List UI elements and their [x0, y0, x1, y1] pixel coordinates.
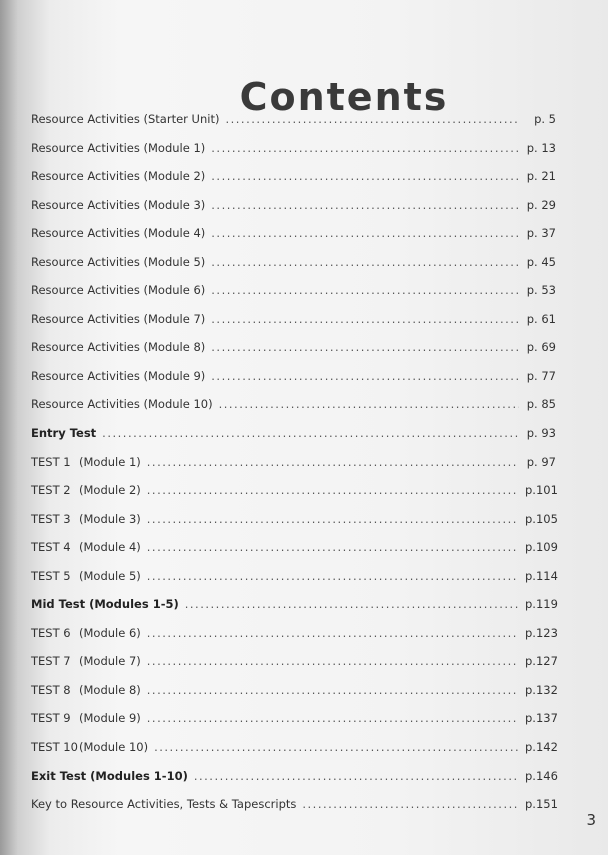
toc-entry — [31, 369, 556, 398]
dot-leader — [147, 683, 519, 697]
toc-entry-label: Resource Activities (Module 6) — [31, 283, 206, 298]
toc-entry-test — [31, 683, 556, 712]
toc-entry-page: p.127 — [525, 654, 558, 669]
toc-entry-page: p.132 — [525, 682, 558, 697]
toc-entry-page: p.105 — [525, 511, 558, 526]
toc-entry-mid-test — [31, 597, 556, 626]
dot-leader — [154, 740, 519, 754]
toc-entry-exit-test — [31, 769, 556, 798]
toc-entry-label: (Module 9) — [79, 711, 141, 726]
test-number: TEST 2 — [31, 483, 71, 498]
toc-entry-test — [31, 455, 556, 484]
toc-entry-label: Resource Activities (Module 4) — [31, 226, 206, 241]
dot-leader — [211, 255, 519, 269]
toc-entry-entry-test — [31, 426, 556, 455]
toc-entry-label: Resource Activities (Module 1) — [31, 140, 206, 155]
dot-leader — [147, 569, 519, 583]
dot-leader — [302, 797, 519, 811]
toc-entry-page: p.109 — [525, 540, 558, 555]
toc-entry-test — [31, 740, 556, 769]
toc-entry-label: (Module 1) — [79, 454, 141, 469]
toc-entry-test — [31, 512, 556, 541]
toc-entry-label: (Module 6) — [79, 625, 141, 640]
test-number: TEST 1 — [31, 454, 71, 469]
test-number: TEST 3 — [31, 511, 71, 526]
toc-entry-page: p. 97 — [526, 454, 556, 469]
toc-entry — [31, 169, 556, 198]
dot-leader — [211, 283, 519, 297]
dot-leader — [185, 597, 519, 611]
dot-leader — [147, 654, 519, 668]
toc-entry-label: Resource Activities (Module 10) — [31, 397, 213, 412]
dot-leader — [225, 112, 519, 126]
toc-entry-label: Entry Test — [31, 426, 97, 441]
toc-entry-test — [31, 654, 556, 683]
toc-entry-test — [31, 483, 556, 512]
toc-entry-page: p.123 — [525, 625, 558, 640]
toc-entry-page: p. 29 — [526, 197, 556, 212]
toc-entry-label: (Module 4) — [79, 540, 141, 555]
toc-entry — [31, 340, 556, 369]
toc-entry — [31, 198, 556, 227]
toc-entry-page: p. 21 — [526, 169, 556, 184]
test-number: TEST 9 — [31, 711, 71, 726]
toc-entry-label: Key to Resource Activities, Tests & Tapescripts — [31, 797, 297, 812]
dot-leader — [211, 198, 519, 212]
toc-entry-label: Resource Activities (Module 7) — [31, 311, 206, 326]
test-number: TEST 4 — [31, 540, 71, 555]
toc-entry-page: p. 69 — [526, 340, 556, 355]
toc-entry-page: p.114 — [525, 568, 558, 583]
toc-entry-label: Resource Activities (Module 5) — [31, 254, 206, 269]
toc-entry-label: (Module 2) — [79, 483, 141, 498]
toc-entry — [31, 283, 556, 312]
dot-leader — [194, 769, 519, 783]
toc-entry — [31, 312, 556, 341]
toc-entry-label: Resource Activities (Module 9) — [31, 368, 206, 383]
dot-leader — [211, 226, 519, 240]
toc-entry-page: p.151 — [525, 797, 558, 812]
toc-entry-page: p. 37 — [526, 226, 556, 241]
toc-entry-label: Resource Activities (Module 8) — [31, 340, 206, 355]
test-number: TEST 5 — [31, 568, 71, 583]
toc-entry-label: Resource Activities (Module 2) — [31, 169, 206, 184]
dot-leader — [219, 397, 519, 411]
page-title: Contents — [239, 75, 449, 120]
dot-leader — [211, 169, 519, 183]
page-number: 3 — [586, 811, 596, 829]
toc-entry — [31, 226, 556, 255]
toc-entry-label: Resource Activities (Starter Unit) — [31, 112, 220, 126]
toc-entry-label: (Module 3) — [79, 511, 141, 526]
toc-entry-page: p. 85 — [526, 397, 556, 412]
toc-entry-page: p.119 — [525, 597, 558, 612]
toc-entry-test — [31, 626, 556, 655]
toc-entry-test — [31, 711, 556, 740]
dot-leader — [102, 426, 519, 440]
dot-leader — [211, 312, 519, 326]
test-number: TEST 6 — [31, 625, 71, 640]
dot-leader — [211, 340, 519, 354]
toc-entry-label: Exit Test (Modules 1-10) — [31, 768, 188, 783]
toc-entry-label: (Module 5) — [79, 568, 141, 583]
toc-entry-test — [31, 569, 556, 598]
toc-entry-page: p. 53 — [526, 283, 556, 298]
test-number: TEST 8 — [31, 682, 71, 697]
toc-entry-label: (Module 7) — [79, 654, 141, 669]
toc-entry-page: p. 45 — [526, 254, 556, 269]
toc-entry-page: p. 13 — [526, 140, 556, 155]
toc-entry — [31, 112, 556, 141]
toc-entry-page: p.137 — [525, 711, 558, 726]
toc-entry-page: p. 61 — [526, 311, 556, 326]
toc-entry-page: p. 93 — [526, 426, 556, 441]
toc-entry-page: p.142 — [525, 740, 558, 755]
table-of-contents — [31, 112, 556, 826]
toc-entry — [31, 397, 556, 426]
toc-entry-page: p. 77 — [526, 368, 556, 383]
toc-entry-label: (Module 8) — [79, 682, 141, 697]
dot-leader — [147, 483, 519, 497]
toc-entry-key — [31, 797, 556, 826]
dot-leader — [211, 369, 519, 383]
toc-entry — [31, 141, 556, 170]
dot-leader — [147, 540, 519, 554]
dot-leader — [147, 626, 519, 640]
test-number: TEST 10 — [31, 740, 78, 755]
toc-entry-label: (Module 10) — [79, 740, 149, 755]
dot-leader — [147, 711, 519, 725]
toc-entry-label: Mid Test (Modules 1-5) — [31, 597, 179, 612]
dot-leader — [147, 455, 519, 469]
toc-entry-page: p.101 — [525, 483, 558, 498]
test-number: TEST 7 — [31, 654, 71, 669]
toc-entry-page: p. 5 — [534, 112, 556, 126]
toc-entry-page: p.146 — [525, 768, 558, 783]
dot-leader — [211, 141, 519, 155]
toc-entry-test — [31, 540, 556, 569]
dot-leader — [147, 512, 519, 526]
toc-entry — [31, 255, 556, 284]
toc-entry-label: Resource Activities (Module 3) — [31, 197, 206, 212]
